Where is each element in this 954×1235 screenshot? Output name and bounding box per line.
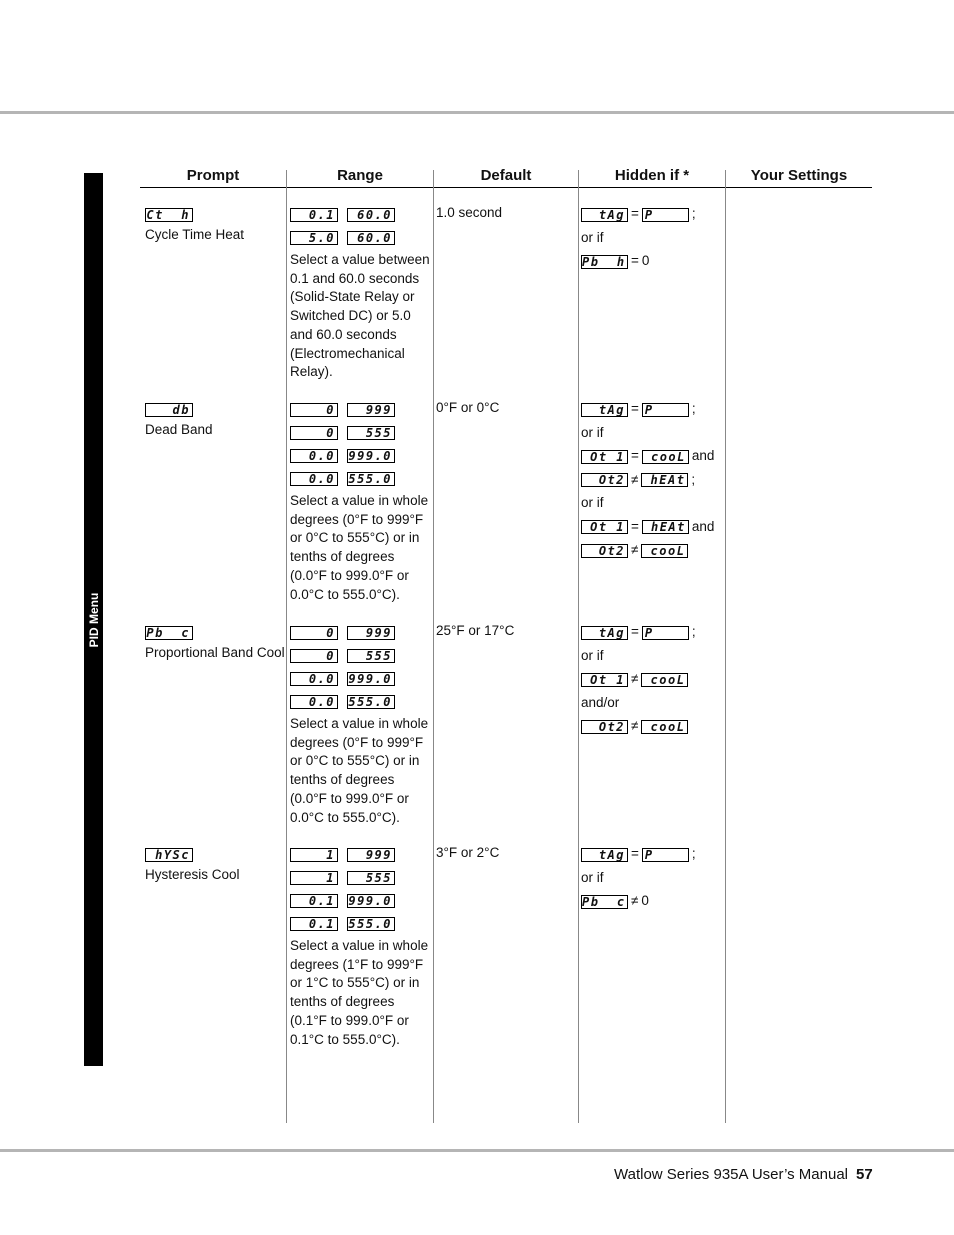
range-max-display: 555.0: [347, 472, 395, 486]
prompt-display-line: [145, 843, 285, 866]
range-min-display: 0: [290, 403, 338, 417]
prompt-display-line: [145, 398, 285, 421]
range-max-display: 60.0: [347, 231, 395, 245]
condition-text: [581, 227, 726, 251]
condition-connector: or if: [581, 647, 604, 663]
condition-suffix: ;: [691, 624, 696, 640]
condition-line: [581, 398, 726, 422]
range-pair: [290, 398, 432, 421]
range-min-display: 0: [290, 626, 338, 640]
range-max-display: 999: [347, 848, 395, 862]
prompt-cell: [145, 203, 285, 245]
range-cell: [290, 621, 432, 827]
range-cell: [290, 843, 432, 1049]
range-cell: [290, 203, 432, 382]
header-your-settings: Your Settings: [750, 167, 848, 184]
condition-line: [581, 621, 726, 645]
condition-operator: ≠: [631, 471, 639, 487]
condition-line: [581, 843, 726, 867]
condition-parameter-display: Pb c: [581, 895, 628, 909]
range-min-display: 0.0: [290, 695, 338, 709]
header-underline: [140, 187, 872, 188]
range-cell: [290, 398, 432, 604]
condition-suffix: ;: [691, 206, 696, 222]
bottom-rule: [0, 1149, 954, 1152]
range-pair: [290, 226, 432, 249]
condition-connector: or if: [581, 424, 604, 440]
side-tab: [84, 173, 103, 1066]
header-default: Default: [480, 167, 532, 184]
condition-text: [581, 692, 726, 716]
range-pair: [290, 912, 432, 935]
range-note: Select a value in whole degrees (0°F to 999°F or 0°C to 555°C) or in tenths of degrees (0.0°F to 999.0°F or 0.0°C to 555.0°C).: [290, 493, 429, 602]
prompt-label: Proportional Band Cool: [145, 645, 285, 660]
range-min-display: 0.0: [290, 472, 338, 486]
range-note: Select a value in whole degrees (1°F to 999°F or 1°C to 555°C) or in tenths of degrees (0.1°F to 999.0°F or 0.1°C to 555.0°C).: [290, 938, 429, 1047]
range-pair: [290, 467, 432, 490]
condition-operator: =: [631, 846, 639, 862]
condition-operator: =: [631, 624, 639, 640]
condition-parameter-display: Ot 1: [581, 673, 628, 687]
condition-line: [581, 715, 726, 739]
condition-value-display: P: [642, 848, 689, 862]
hidden-if-cell: [581, 203, 726, 274]
range-pair: [290, 667, 432, 690]
default-value: 3°F or 2°C: [436, 845, 500, 860]
range-pair: [290, 866, 432, 889]
condition-line: [581, 250, 726, 274]
condition-parameter-display: Ot 1: [581, 450, 628, 464]
range-min-display: 5.0: [290, 231, 338, 245]
condition-parameter-display: Ot2: [581, 473, 628, 487]
column-divider: [578, 170, 579, 1123]
page-footer: [614, 1166, 873, 1183]
side-tab-label: PID Menu: [86, 592, 101, 647]
condition-connector: and/or: [581, 694, 620, 710]
default-value: 0°F or 0°C: [436, 400, 500, 415]
condition-parameter-display: tAg: [581, 626, 628, 640]
condition-value: 0: [641, 893, 649, 909]
condition-parameter-display: Ot2: [581, 544, 628, 558]
hidden-if-cell: [581, 398, 726, 563]
condition-line: [581, 668, 726, 692]
condition-line: [581, 445, 726, 469]
range-pair: [290, 843, 432, 866]
page-number: 57: [856, 1166, 873, 1183]
condition-value-display: P: [642, 626, 689, 640]
condition-suffix: and: [691, 448, 715, 464]
range-min-display: 0: [290, 426, 338, 440]
condition-value-display: hEAt: [641, 473, 688, 487]
range-max-display: 999: [347, 403, 395, 417]
range-max-display: 999.0: [347, 894, 395, 908]
condition-value-display: cooL: [641, 544, 688, 558]
range-max-display: 999.0: [347, 672, 395, 686]
condition-value-display: hEAt: [642, 520, 689, 534]
condition-operator: =: [631, 206, 639, 222]
condition-suffix: ;: [691, 846, 696, 862]
range-pair: [290, 444, 432, 467]
range-max-display: 60.0: [347, 208, 395, 222]
range-pair: [290, 621, 432, 644]
condition-value-display: cooL: [641, 673, 688, 687]
range-pair: [290, 690, 432, 713]
condition-suffix: ;: [691, 471, 696, 487]
condition-line: [581, 516, 726, 540]
condition-operator: ≠: [631, 718, 639, 734]
range-pair: [290, 889, 432, 912]
range-min-display: 1: [290, 848, 338, 862]
range-min-display: 0.1: [290, 894, 338, 908]
range-min-display: 0.1: [290, 208, 338, 222]
range-pair: [290, 203, 432, 226]
condition-suffix: ;: [691, 401, 696, 417]
range-max-display: 555.0: [347, 695, 395, 709]
prompt-label: Hysteresis Cool: [145, 867, 240, 882]
condition-connector: or if: [581, 495, 604, 511]
condition-parameter-display: Pb h: [581, 255, 628, 269]
condition-connector: or if: [581, 869, 604, 885]
range-note: Select a value in whole degrees (0°F to 999°F or 0°C to 555°C) or in tenths of degrees (0.0°F to 999.0°F or 0.0°C to 555.0°C).: [290, 716, 429, 825]
condition-operator: =: [631, 253, 639, 269]
condition-text: [581, 492, 726, 516]
range-pair: [290, 644, 432, 667]
header-prompt: Prompt: [186, 167, 240, 184]
condition-line: [581, 890, 726, 914]
prompt-display-code: Ct h: [145, 208, 193, 222]
condition-value-display: P: [642, 403, 689, 417]
range-max-display: 555: [347, 871, 395, 885]
condition-parameter-display: Ot2: [581, 720, 628, 734]
hidden-if-cell: [581, 843, 726, 914]
condition-parameter-display: tAg: [581, 208, 628, 222]
condition-parameter-display: tAg: [581, 403, 628, 417]
condition-line: [581, 469, 726, 493]
condition-operator: =: [631, 518, 639, 534]
condition-operator: ≠: [631, 893, 639, 909]
prompt-cell: [145, 843, 285, 885]
header-hidden-if: Hidden if *: [614, 167, 690, 184]
range-min-display: 0.1: [290, 917, 338, 931]
condition-text: [581, 645, 726, 669]
default-value: 25°F or 17°C: [436, 623, 515, 638]
prompt-cell: [145, 621, 285, 663]
range-min-display: 0.0: [290, 449, 338, 463]
range-pair: [290, 421, 432, 444]
range-min-display: 0.0: [290, 672, 338, 686]
condition-text: [581, 422, 726, 446]
top-rule: [0, 111, 954, 114]
header-range: Range: [337, 167, 383, 184]
range-max-display: 555: [347, 649, 395, 663]
prompt-display-line: [145, 621, 285, 644]
condition-connector: or if: [581, 229, 604, 245]
condition-value-display: P: [642, 208, 689, 222]
prompt-display-code: Pb c: [145, 626, 193, 640]
range-max-display: 555.0: [347, 917, 395, 931]
prompt-label: Cycle Time Heat: [145, 227, 245, 242]
prompt-cell: [145, 398, 285, 440]
column-divider: [433, 170, 434, 1123]
condition-parameter-display: tAg: [581, 848, 628, 862]
prompt-display-line: [145, 203, 285, 226]
condition-text: [581, 867, 726, 891]
range-max-display: 999: [347, 626, 395, 640]
condition-operator: =: [631, 448, 639, 464]
range-note: Select a value between 0.1 and 60.0 seconds (Solid-State Relay or Switched DC) or 5.0 and 60.0 seconds (Electromechanical Relay).: [290, 252, 430, 380]
condition-line: [581, 203, 726, 227]
condition-parameter-display: Ot 1: [581, 520, 628, 534]
prompt-label: Dead Band: [145, 422, 213, 437]
condition-suffix: and: [691, 518, 715, 534]
condition-value: 0: [641, 253, 650, 269]
range-max-display: 555: [347, 426, 395, 440]
column-divider: [286, 170, 287, 1123]
condition-value-display: cooL: [642, 450, 689, 464]
manual-title: Watlow Series 935A User’s Manual: [614, 1166, 848, 1183]
prompt-display-code: hYSc: [145, 848, 193, 862]
range-min-display: 1: [290, 871, 338, 885]
range-max-display: 999.0: [347, 449, 395, 463]
condition-value-display: cooL: [641, 720, 688, 734]
condition-line: [581, 539, 726, 563]
condition-operator: ≠: [631, 671, 639, 687]
range-min-display: 0: [290, 649, 338, 663]
condition-operator: =: [631, 401, 639, 417]
hidden-if-cell: [581, 621, 726, 739]
prompt-display-code: db: [145, 403, 193, 417]
default-value: 1.0 second: [436, 205, 503, 220]
condition-operator: ≠: [631, 542, 639, 558]
